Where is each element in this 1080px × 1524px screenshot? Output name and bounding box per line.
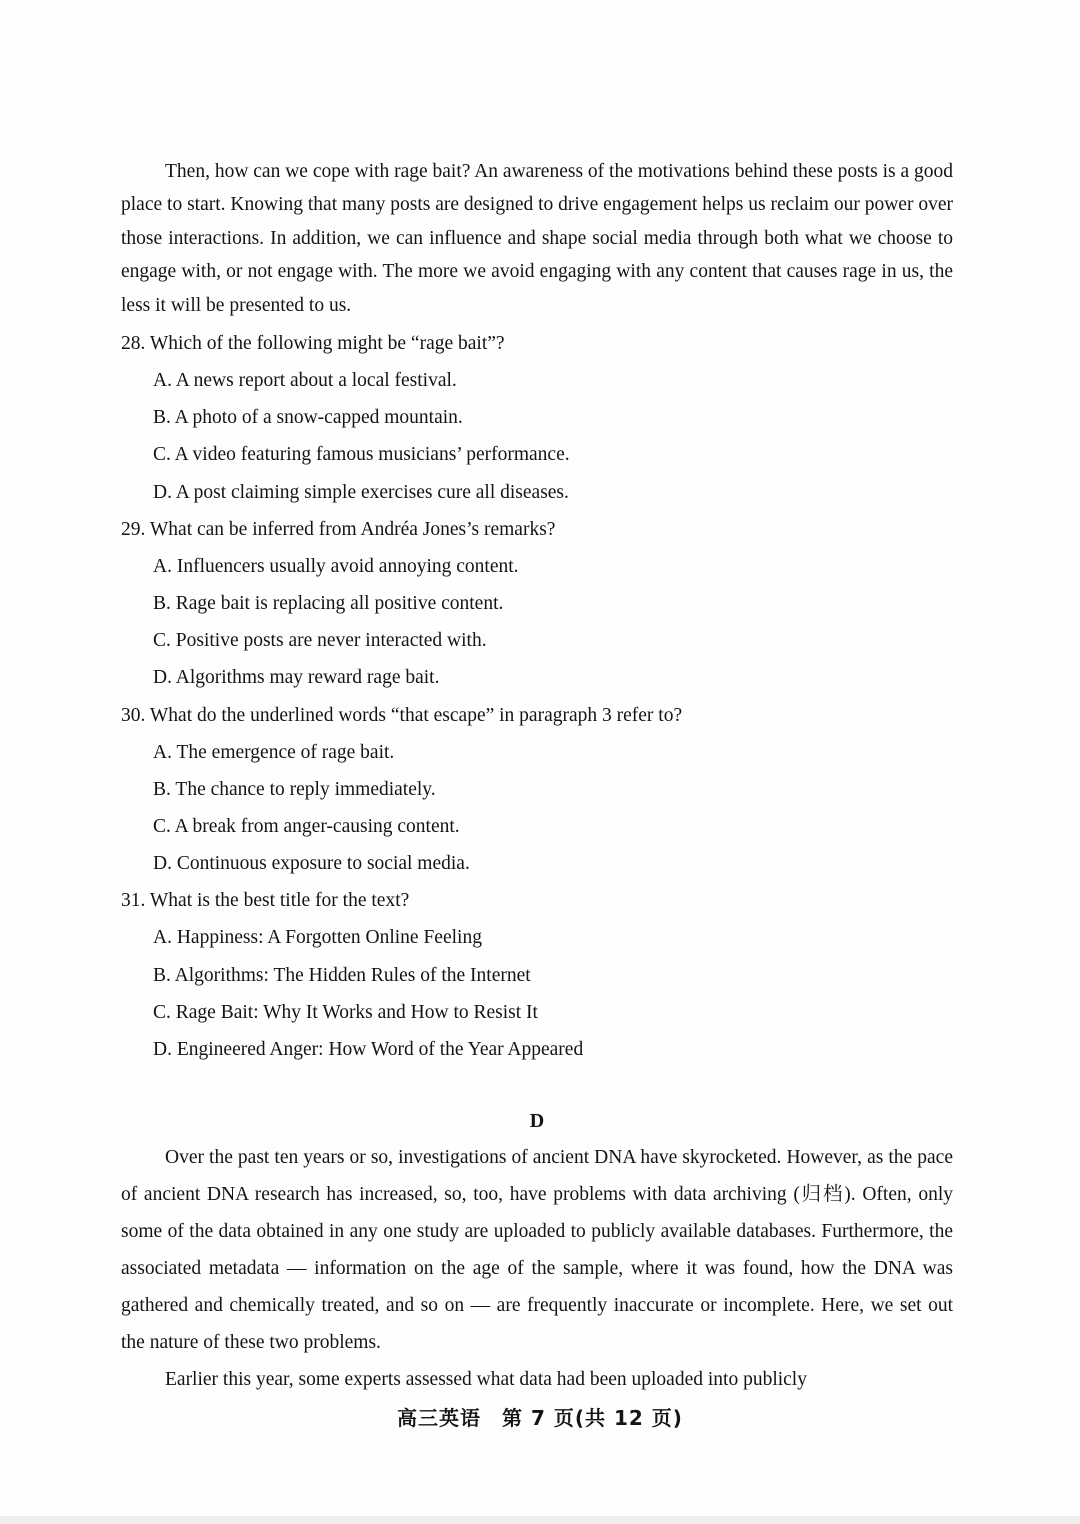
passage-d-paragraph-1: Over the past ten years or so, investigations of ancient DNA have skyrocketed. However, as the pace of ancient DNA research has increased, so, too, have problems with data archiving (归档). Often, only some of the data obtained in any one study are uploaded to publicly available databases. Furthermore, the associated metadata — information on the age of the sample, where it was found, how the DNA was gathered and chemically treated, and so on — are frequently inaccurate or incomplete. Here, we set out the nature of these two problems. <box>121 1147 953 1354</box>
option-a: A. Influencers usually avoid annoying content. <box>153 555 519 577</box>
question-28 <box>121 325 953 511</box>
question-29 <box>121 511 953 697</box>
option-c: C. A break from anger-causing content. <box>153 816 460 838</box>
question-stem: 29. What can be inferred from Andréa Jones’s remarks? <box>121 518 556 540</box>
passage-d-paragraph-2: Earlier this year, some experts assessed what data had been uploaded into publicly <box>165 1369 807 1391</box>
passage-c-final-paragraph: Then, how can we cope with rage bait? An awareness of the motivations behind these posts is a good place to start. Knowing that many posts are designed to drive engagement helps us reclaim our power over those interactions. In addition, we can influence and shape social media through both what we choose to engage with, or not engage with. The more we avoid engaging with any content that causes rage in us, the less it will be presented to us. <box>121 161 953 316</box>
option-c: C. Positive posts are never interacted with. <box>153 630 487 652</box>
option-list <box>121 362 953 511</box>
question-stem: 28. Which of the following might be “rage bait”? <box>121 333 505 355</box>
option-b: B. Algorithms: The Hidden Rules of the Internet <box>153 964 531 986</box>
option-d: D. Engineered Anger: How Word of the Year Appeared <box>153 1039 584 1061</box>
option-b: B. A photo of a snow-capped mountain. <box>153 407 463 429</box>
option-c: C. Rage Bait: Why It Works and How to Resist It <box>153 1001 538 1023</box>
question-stem: 31. What is the best title for the text? <box>121 890 410 912</box>
option-d: D. Algorithms may reward rage bait. <box>153 667 440 689</box>
option-b: B. Rage bait is replacing all positive content. <box>153 593 504 615</box>
question-stem: 30. What do the underlined words “that escape” in paragraph 3 refer to? <box>121 704 683 726</box>
option-list <box>121 919 953 1068</box>
option-d: D. A post claiming simple exercises cure all diseases. <box>153 481 569 503</box>
option-a: A. A news report about a local festival. <box>153 370 457 392</box>
option-d: D. Continuous exposure to social media. <box>153 853 470 875</box>
scan-edge-divider <box>0 1516 1080 1524</box>
option-a: A. The emergence of rage bait. <box>153 741 395 763</box>
question-31 <box>121 882 953 1068</box>
page-footer: 高三英语 第 7 页(共 12 页) <box>397 1406 683 1430</box>
option-a: A. Happiness: A Forgotten Online Feeling <box>153 927 482 949</box>
section-heading-d: D <box>529 1110 545 1133</box>
option-c: C. A video featuring famous musicians’ performance. <box>153 444 570 466</box>
page-content <box>121 155 953 1398</box>
question-30 <box>121 697 953 883</box>
option-list <box>121 734 953 883</box>
option-b: B. The chance to reply immediately. <box>153 778 436 800</box>
option-list <box>121 548 953 697</box>
